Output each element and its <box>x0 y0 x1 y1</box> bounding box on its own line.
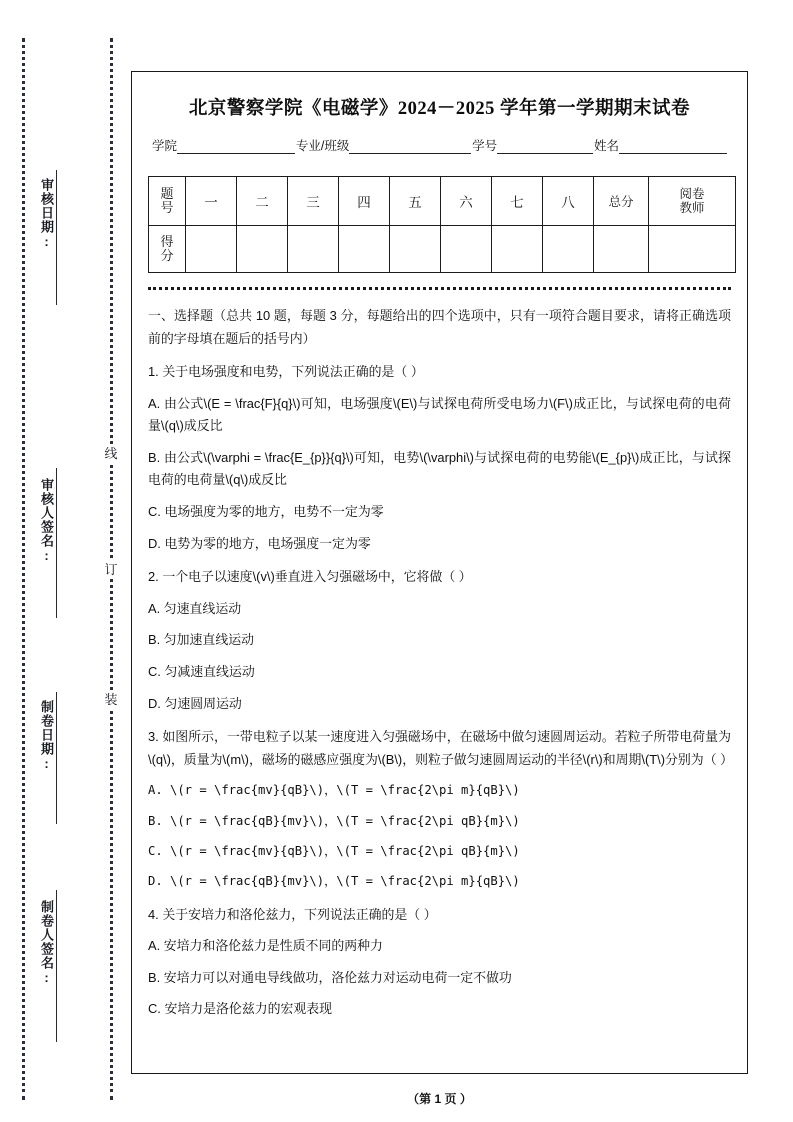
college-blank[interactable] <box>177 140 295 154</box>
student-info-row <box>152 136 727 154</box>
col-header-1: 一 <box>186 177 237 226</box>
student-name-blank[interactable] <box>619 140 727 154</box>
section-heading-choice: 一、选择题（总共 10 题，每题 3 分，每题给出的四个选项中，只有一项符合题目要求，请将正确选项前的字母填在题后的括号内） <box>148 308 731 346</box>
questions-body <box>148 305 734 1021</box>
score-cell-7[interactable] <box>492 226 543 273</box>
student-id-field[interactable] <box>472 136 593 154</box>
question-1-option-a[interactable]: A. 由公式\(E = \frac{F}{q}\)可知，电场强度\(E\)与试探电荷所受电场力\(F\)成正比，与试探电荷的电荷量\(q\)成反比 <box>148 395 731 434</box>
question-1-option-b[interactable]: B. 由公式\(\varphi = \frac{E_{p}}{q}\)可知，电势\(\varphi\)与试探电荷的电势能\(E_{p}\)成正比，与试探电荷的电荷量\(q\)成反比 <box>148 449 731 488</box>
question-1-stem: 1. 关于电场强度和电势，下列说法正确的是（ ） <box>148 364 424 380</box>
question-3-option-d[interactable]: D. \(r = \frac{qB}{mv}\)，\(T = \frac{2\pi m}{qB}\) <box>148 874 520 889</box>
review-date-rule <box>56 170 57 305</box>
question-3-stem: 3. 如图所示，一带电粒子以某一速度进入匀强磁场中，在磁场中做匀速圆周运动。若粒子所带电荷量为\(q\)，质量为\(m\)，磁场的磁感应强度为\(B\)，则粒子做匀速圆周运动的半径\(r\)和周期\(T\)分别为（ ） <box>148 729 734 767</box>
score-cell-6[interactable] <box>441 226 492 273</box>
student-name-field[interactable] <box>594 136 727 154</box>
question-4-option-a[interactable]: A. 安培力和洛伦兹力是性质不同的两种力 <box>148 938 383 954</box>
student-id-blank[interactable] <box>497 140 593 154</box>
question-3-option-a[interactable]: A. \(r = \frac{mv}{qB}\)，\(T = \frac{2\pi m}{qB}\) <box>148 783 520 798</box>
table-row-question-no <box>149 177 736 226</box>
question-no-header: 题 号 <box>149 177 186 226</box>
dotted-separator <box>148 287 731 290</box>
question-4-stem: 4. 关于安培力和洛伦兹力，下列说法正确的是（ ） <box>148 906 437 922</box>
outer-dotted-line <box>22 38 25 1100</box>
table-row-score <box>149 226 736 273</box>
produce-date-rule <box>56 692 57 824</box>
producer-signature-rule <box>56 890 57 1042</box>
seal-char-line: 线 <box>101 444 121 463</box>
question-1-option-c[interactable]: C. 电场强度为零的地方，电势不一定为零 <box>148 504 384 520</box>
seal-char-ding: 订 <box>101 560 121 579</box>
score-cell-8[interactable] <box>543 226 594 273</box>
question-2-option-b[interactable]: B. 匀加速直线运动 <box>148 632 254 648</box>
col-header-2: 二 <box>237 177 288 226</box>
question-4-option-c[interactable]: C. 安培力是洛伦兹力的宏观表现 <box>148 1001 333 1017</box>
page-footer: （第 1 页 ） <box>407 1092 472 1106</box>
question-3-option-b[interactable]: B. \(r = \frac{qB}{mv}\)，\(T = \frac{2\pi qB}{m}\) <box>148 813 520 828</box>
question-4-option-b[interactable]: B. 安培力可以对通电导线做功，洛伦兹力对运动电荷一定不做功 <box>148 969 512 985</box>
col-header-8: 八 <box>543 177 594 226</box>
col-header-4: 四 <box>339 177 390 226</box>
col-header-5: 五 <box>390 177 441 226</box>
score-cell-total[interactable] <box>594 226 649 273</box>
col-header-grader: 阅卷 教师 <box>649 177 736 226</box>
question-2-option-a[interactable]: A. 匀速直线运动 <box>148 600 242 616</box>
page-title: 北京警察学院《电磁学》2024－2025 学年第一学期期末试卷 <box>188 99 691 119</box>
college-field[interactable] <box>152 136 295 154</box>
major-class-blank[interactable] <box>349 140 471 154</box>
col-header-total: 总分 <box>594 177 649 226</box>
question-3-option-c[interactable]: C. \(r = \frac{mv}{qB}\)，\(T = \frac{2\pi qB}{m}\) <box>148 843 520 858</box>
seal-char-zhuang: 装 <box>101 690 121 709</box>
student-name-label: 姓名 <box>594 139 620 153</box>
question-2-option-c[interactable]: C. 匀减速直线运动 <box>148 663 255 679</box>
producer-signature-label: 制卷人签名: <box>39 900 54 986</box>
question-1-option-d[interactable]: D. 电势为零的地方，电场强度一定为零 <box>148 535 371 551</box>
score-cell-2[interactable] <box>237 226 288 273</box>
col-header-3: 三 <box>288 177 339 226</box>
review-date-label: 审核日期: <box>39 178 54 250</box>
question-2-stem: 2. 一个电子以速度\(v\)垂直进入匀强磁场中，它将做（ ） <box>148 569 472 585</box>
score-cell-3[interactable] <box>288 226 339 273</box>
col-header-7: 七 <box>492 177 543 226</box>
score-row-header: 得 分 <box>149 226 186 273</box>
score-cell-grader[interactable] <box>649 226 736 273</box>
produce-date-label: 制卷日期: <box>39 700 54 772</box>
reviewer-signature-rule <box>56 468 57 618</box>
content-frame <box>131 71 748 1074</box>
college-label: 学院 <box>152 139 178 153</box>
major-class-label: 专业/班级 <box>295 139 350 153</box>
col-header-6: 六 <box>441 177 492 226</box>
score-table <box>148 176 736 273</box>
seal-binding-margin <box>0 0 128 1122</box>
major-class-field[interactable] <box>296 136 471 154</box>
score-cell-1[interactable] <box>186 226 237 273</box>
reviewer-signature-label: 审核人签名: <box>39 478 54 564</box>
student-id-label: 学号 <box>472 139 498 153</box>
score-cell-4[interactable] <box>339 226 390 273</box>
question-2-option-d[interactable]: D. 匀速圆周运动 <box>148 695 242 711</box>
score-cell-5[interactable] <box>390 226 441 273</box>
